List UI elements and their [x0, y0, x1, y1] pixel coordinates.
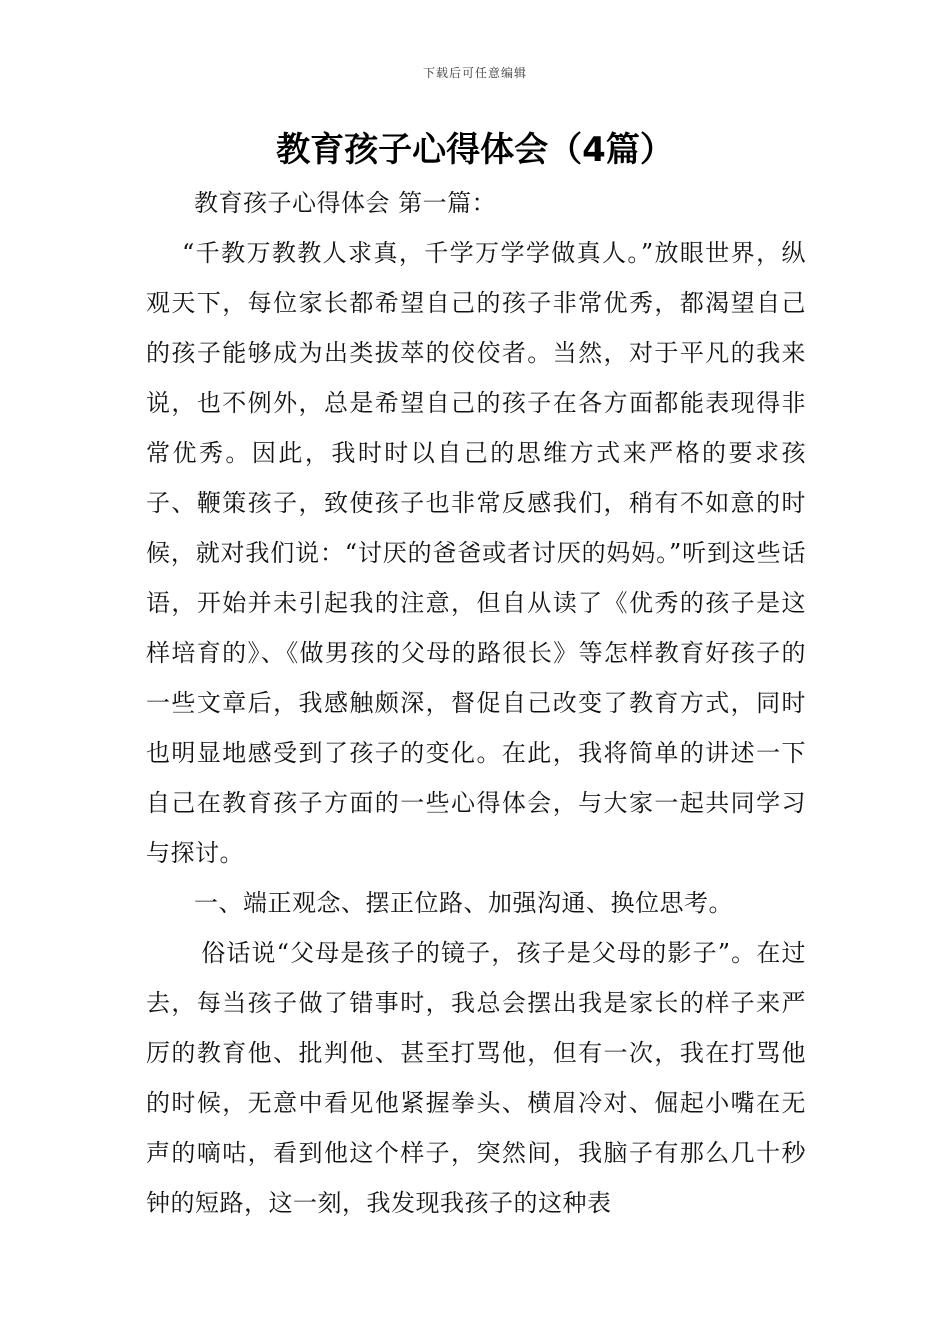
document-body	[146, 178, 806, 1228]
header-note: 下载后可任意编辑	[422, 66, 527, 80]
body-paragraph: 俗话说“父母是孩子的镜子，孩子是父母的影子”。在过去，每当孩子做了错事时，我总会摆出我是家长的样子来严厉的教育他、批判他、甚至打骂他，但有一次，我在打骂他的时候，无意中看见他紧握拳头、横眉冷对、倔起小嘴在无声的嘀咕，看到他这个样子，突然间，我脑子有那么几十秒钟的短路，这一刻，我发现我孩子的这种表	[146, 939, 806, 1217]
document-title: 教育孩子心得体会（4篇）	[276, 130, 674, 170]
body-paragraph: “千教万教教人求真，千学万学学做真人。”放眼世界，纵观天下，每位家长都希望自己的孩子非常优秀，都渴望自己的孩子能够成为出类拔萃的佼佼者。当然，对于平凡的我来说，也不例外，总是希望自己的孩子在各方面都能表现得非常优秀。因此，我时时以自己的思维方式来严格的要求孩子、鞭策孩子，致使孩子也非常反感我们，稍有不如意的时候，就对我们说：“讨厌的爸爸或者讨厌的妈妈。”听到这些话语，开始并未引起我的注意，但自从读了《优秀的孩子是这样培育的》、《做男孩的父母的路很长》等怎样教育好孩子的一些文章后，我感触颇深，督促自己改变了教育方式，同时也明显地感受到了孩子的变化。在此，我将简单的讲述一下自己在教育孩子方面的一些心得体会，与大家一起共同学习与探讨。	[146, 239, 806, 867]
section-heading-first: 教育孩子心得体会 第一篇：	[194, 189, 497, 217]
subsection-heading: 一、端正观念、摆正位路、加强沟通、换位思考。	[194, 889, 733, 917]
